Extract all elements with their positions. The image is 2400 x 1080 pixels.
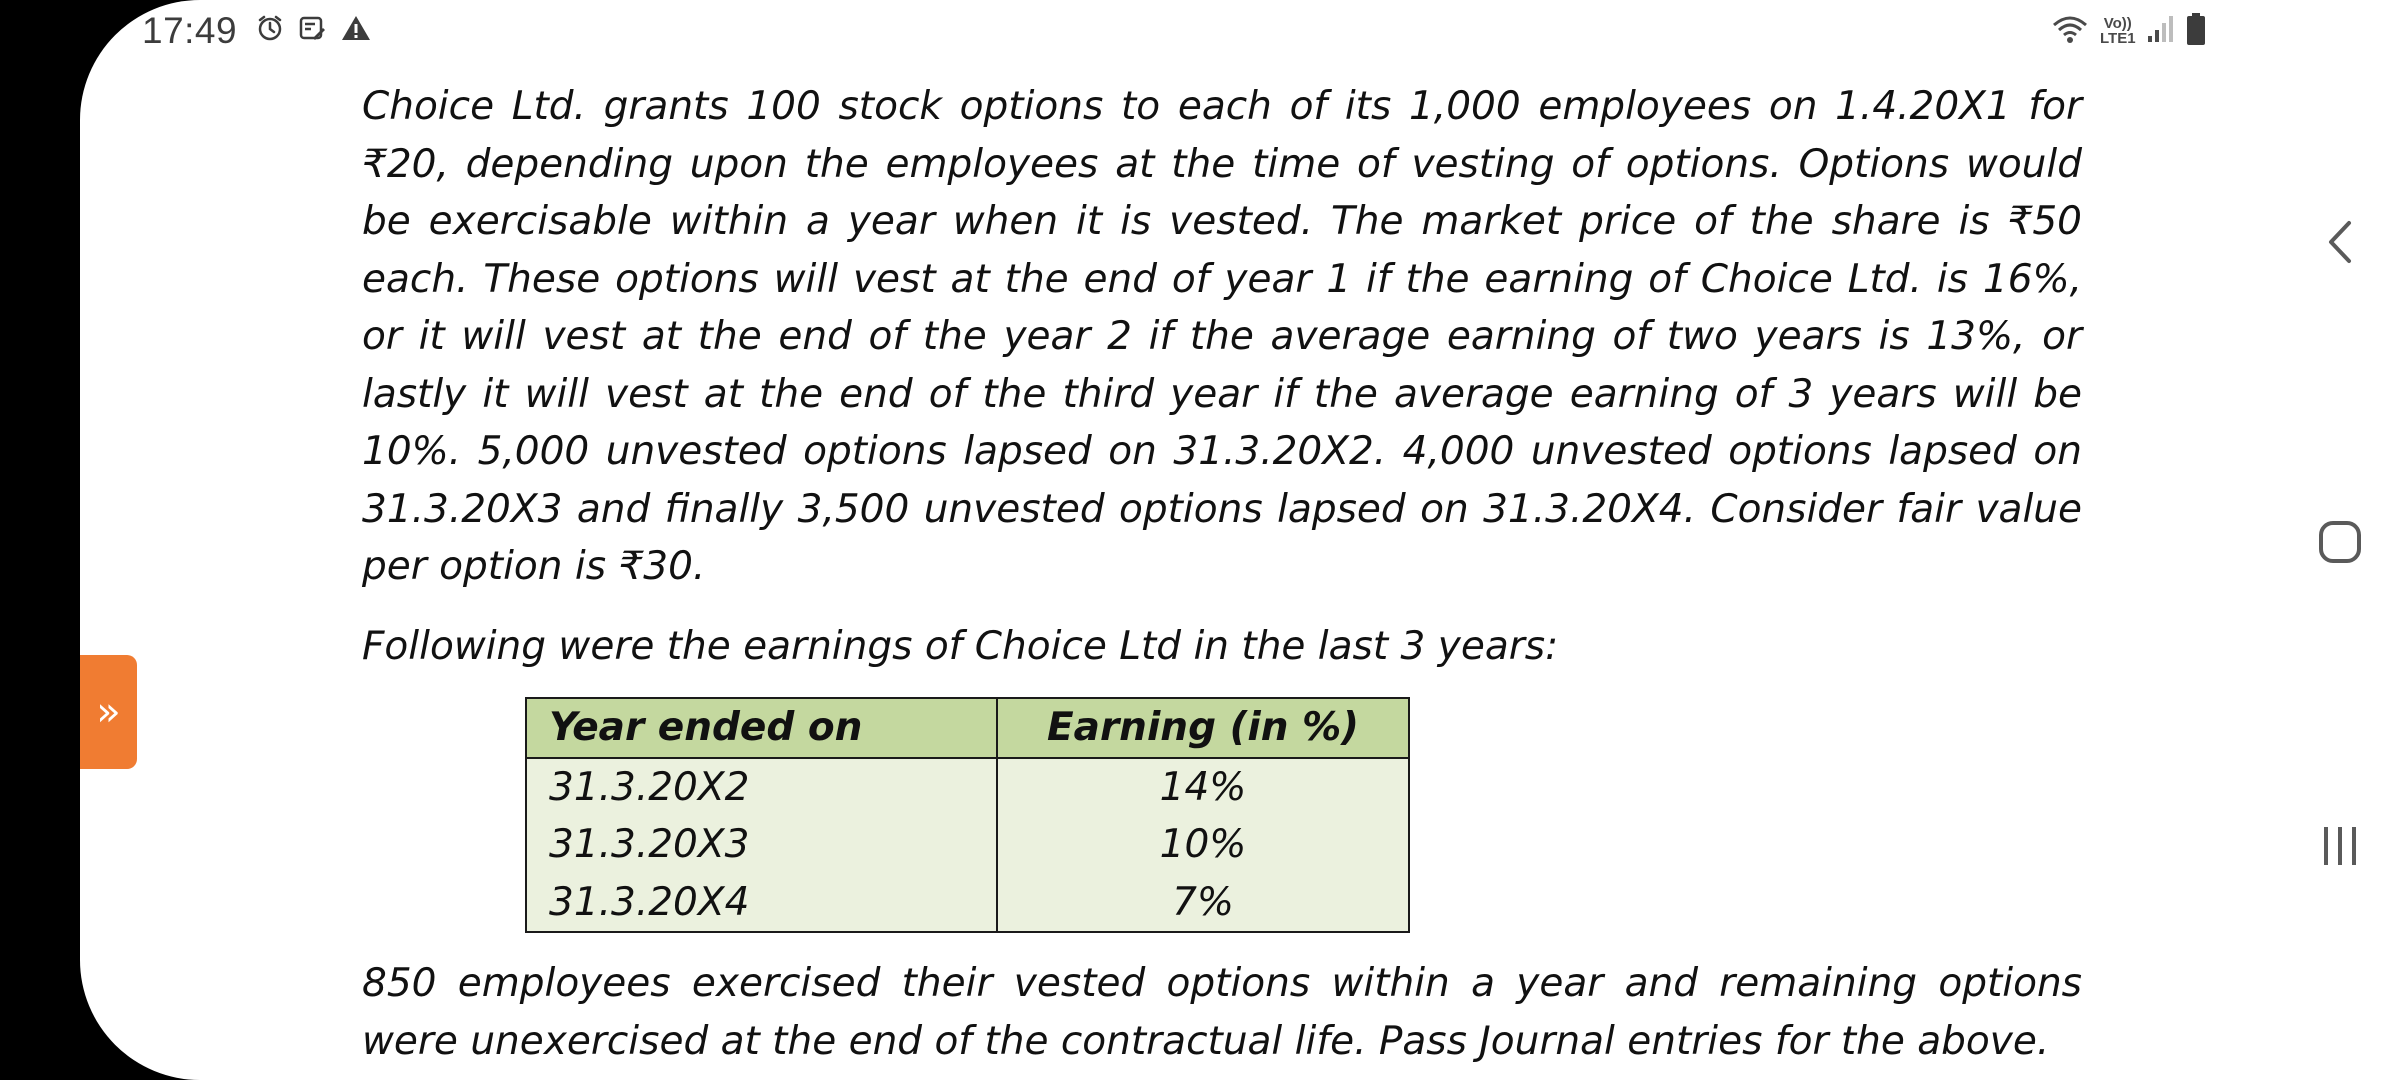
home-icon (2317, 519, 2363, 565)
side-panel-handle[interactable] (80, 655, 137, 769)
table-header-row (526, 698, 1409, 758)
header-year-ended: Year ended on (526, 698, 997, 758)
cell-year: 31.3.20X3 (526, 816, 997, 874)
document-content (362, 78, 2082, 1070)
status-icons-left (256, 14, 372, 42)
signal-icon (2146, 14, 2176, 48)
cell-earning: 10% (997, 816, 1409, 874)
recents-icon (2318, 823, 2362, 869)
warning-icon (340, 14, 372, 42)
navigation-bar (2300, 0, 2380, 1080)
home-button[interactable] (2316, 512, 2364, 572)
status-bar (80, 0, 2400, 62)
question-paragraph: Choice Ltd. grants 100 stock options to each of its 1,000 employees on 1.4.20X1 for ₹20, depending upon the employees at the time of vesting of options. Options would be exercisable within a year when it is vested. The market price of the share is ₹50 each. These options will vest at the end of year 1 if the earning of Choice Ltd. is 16%, or it will vest at the end of the year 2 if the average earning of two years is 13%, or lastly it will vest at the end of the third year if the average earning of 3 years will be 10%. 5,000 unvested options lapsed on 31.3.20X2. 4,000 unvested options lapsed on 31.3.20X3 and finally 3,500 unvested options lapsed on 31.3.20X4. Consider fair value per option is ₹30. (362, 84, 2082, 589)
table-row (526, 758, 1409, 817)
alarm-icon (256, 14, 284, 42)
wifi-icon (2050, 13, 2090, 49)
earnings-table-wrapper (525, 697, 2082, 933)
cell-earning: 14% (997, 758, 1409, 817)
cell-earning: 7% (997, 874, 1409, 933)
double-chevron-right-icon: » (96, 689, 121, 735)
earnings-table (525, 697, 1410, 933)
table-row (526, 816, 1409, 874)
cell-year: 31.3.20X4 (526, 874, 997, 933)
edit-note-icon (298, 14, 326, 42)
earnings-intro: Following were the earnings of Choice Ltd in the last 3 years: (362, 623, 1559, 669)
back-icon (2323, 217, 2357, 267)
battery-icon (2186, 12, 2206, 50)
status-icons-right (2050, 12, 2206, 50)
back-button[interactable] (2316, 212, 2364, 272)
volte-label: Vo)) (2103, 15, 2132, 32)
network-type-label (2100, 16, 2136, 46)
recents-button[interactable] (2316, 816, 2364, 876)
header-earning: Earning (in %) (997, 698, 1409, 758)
table-row (526, 874, 1409, 933)
cell-year: 31.3.20X2 (526, 758, 997, 817)
status-time: 17:49 (142, 10, 238, 51)
app-screen (80, 0, 2400, 1080)
closing-paragraph: 850 employees exercised their vested options within a year and remaining options were unexercised at the end of the contractual life. Pass Journal entries for the above. (362, 961, 2082, 1064)
lte-label: LTE1 (2100, 30, 2136, 47)
